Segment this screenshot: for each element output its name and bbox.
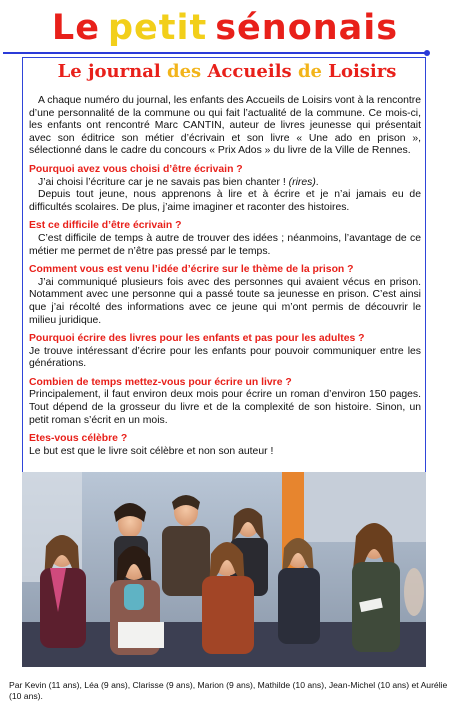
journal-subtitle [28,58,426,86]
answer-1-part-3: . [315,176,319,188]
masthead-title [0,2,450,54]
question-2: Est ce difficile d’être écrivain ? [29,220,182,232]
answer-1-part-2: (rires) [288,176,316,188]
subtitle-word-3: des [166,61,202,82]
question-5: Combien de temps mettez-vous pour écrire un livre ? [29,376,292,388]
group-photo [22,472,426,667]
masthead-word-3: sénonais [215,8,399,48]
answer-5: Principalement, il faut environ deux mois pour écrire un roman d’environ 150 pages. Tout dépend de la grosseur du livre et de la complexité de son histoire. Sinon, un petit roman s’écrit en un mois. [29,389,421,426]
question-1: Pourquoi avez vous choisi d’être écrivain ? [29,163,243,175]
answer-3: J’ai communiqué plusieurs fois avec des personnes qui avaient vécus en prison. Notamment avec une personne qui a passé toute sa jeunesse en prison. C’est ainsi que j’ai récolté des informations avec ce jeune qui m’ont permis de découvrir le milieu juridique. [29,276,421,326]
answer-1 [29,177,421,190]
subtitle-word-5: de [297,61,322,82]
question-3: Comment vous est venu l’idée d’écrire sur le thème de la prison ? [29,264,354,276]
subtitle-word-2: journal [88,61,161,82]
subtitle-word-1: Le [57,61,82,82]
question-6: Etes-vous célèbre ? [29,433,128,445]
group-photo-illustration [22,472,426,667]
masthead-rule-endpoint [424,50,430,56]
credits-caption: Par Kevin (11 ans), Léa (9 ans), Clarisse (9 ans), Marion (9 ans), Mathilde (10 ans), Jean-Michel (10 ans) et Aurélie (10 ans). [9,680,448,701]
masthead-rule [3,52,427,54]
answer-1-continued: Depuis tout jeune, nous apprenons à lire et à écrire et je n’ai jamais eu de difficultés scolaires. De plus, j’aime imaginer et raconter des histoires. [29,189,421,213]
subtitle-word-6: Loisirs [328,61,397,82]
masthead-word-1: Le [51,8,100,48]
subtitle-word-4: Accueils [207,61,292,82]
answer-2: C’est difficile de temps à autre de trouver des idées ; néanmoins, l’avantage de ce métier me permet de n’être pas pressé par le temps. [29,232,421,257]
question-4: Pourquoi écrire des livres pour les enfants et pas pour les adultes ? [29,333,365,345]
interview-article [29,95,421,464]
answer-4: Je trouve intéressant d’écrire pour les enfants pour pouvoir communiquer entre les générations. [29,345,421,370]
article-intro: A chaque numéro du journal, les enfants des Accueils de Loisirs vont à la rencontre d’une personnalité de la commune ou qui fait l’actualité de la commune. Ce mois-ci, les enfants ont rencontré Marc CANTIN, auteur de livres jeunesse qui présentait avec son éditrice son métier d’écrivain et son livre « Une ado en prison », sélectionné dans le cadre du concours « Prix Ados » du livre de la Ville de Rennes. [29,95,421,157]
answer-6: Le but est que le livre soit célèbre et non son auteur ! [29,445,274,457]
answer-1-part-1: J’ai choisi l’écriture car je ne savais pas bien chanter ! [38,176,289,188]
masthead-word-2: petit [107,8,208,48]
